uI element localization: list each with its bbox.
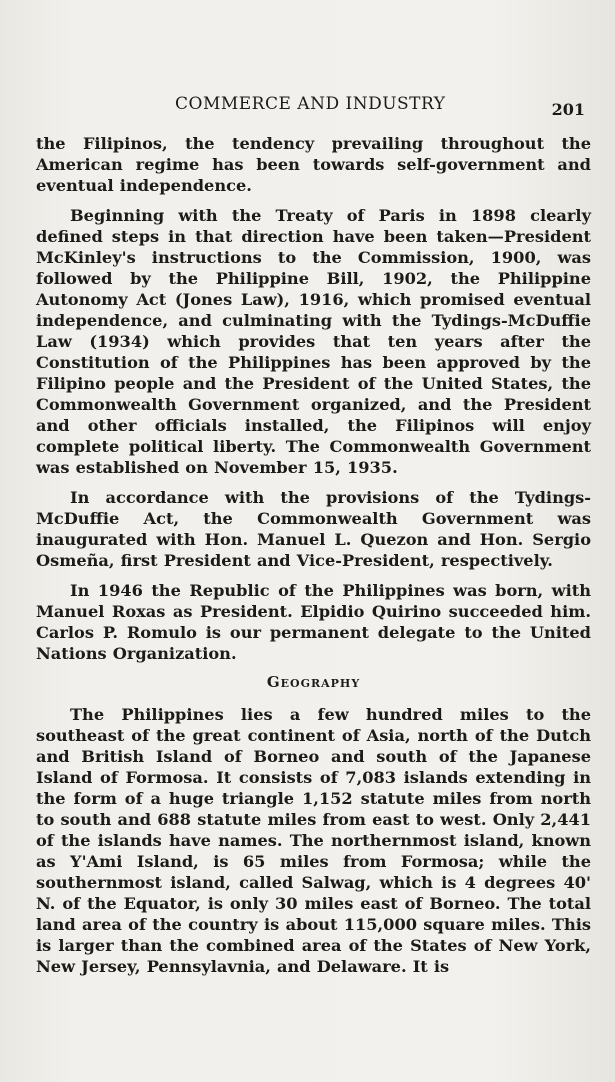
section-heading-geography: Geography xyxy=(266,673,361,691)
body-text xyxy=(36,133,591,986)
paragraph-commonwealth-inauguration: In accordance with the provisions of the Tydings-McDuffie Act, the Commonwealth Government was inaugurated with Hon. Manuel L. Quezon and Hon. Sergio Osmeña, first President and Vice-President, respectively. xyxy=(36,488,591,570)
paragraph-treaty-of-paris: Beginning with the Treaty of Paris in 1898 clearly defined steps in that direction have been taken—President McKinley's instructions to the Commission, 1900, was followed by the Philippine Bill, 1902, the Philippine Autonomy Act (Jones Law), 1916, which promised eventual independence, and culminating with the Tydings-McDuffie Law (1934) which provides that ten years after the Constitution of the Philippines has been approved by the Filipino people and the President of the United States, the Commonwealth Government organized, and the President and other officials installed, the Filipinos will enjoy complete political liberty. The Commonwealth Government was established on November 15, 1935. xyxy=(36,206,591,477)
paragraph-republic: In 1946 the Republic of the Philippines was born, with Manuel Roxas as President. Elpidio Quirino succeeded him. Carlos P. Romulo is our permanent delegate to the United Nations Organization. xyxy=(36,581,591,663)
running-title: COMMERCE AND INDUSTRY xyxy=(175,94,446,114)
paragraph-geography: The Philippines lies a few hundred miles to the southeast of the great continent of Asia, north of the Dutch and British Island of Borneo and south of the Japanese Island of Formosa. It consists of 7,083 islands extending in the form of a huge triangle 1,152 statute miles from north to south and 688 statute miles from east to west. Only 2,441 of the islands have names. The northernmost island, known as Y'Ami Island, is 65 miles from Formosa; while the southernmost island, called Salwag, which is 4 degrees 40' N. of the Equator, is only 30 miles east of Borneo. The total land area of the country is about 115,000 square miles. This is larger than the combined area of the States of New York, New Jersey, Pennsylavnia, and Delaware. It is xyxy=(36,705,591,976)
page-number: 201 xyxy=(551,100,585,119)
page-header xyxy=(40,94,585,118)
paragraph-continuation: the Filipinos, the tendency prevailing throughout the American regime has been towards self-government and eventual independence. xyxy=(36,134,591,195)
